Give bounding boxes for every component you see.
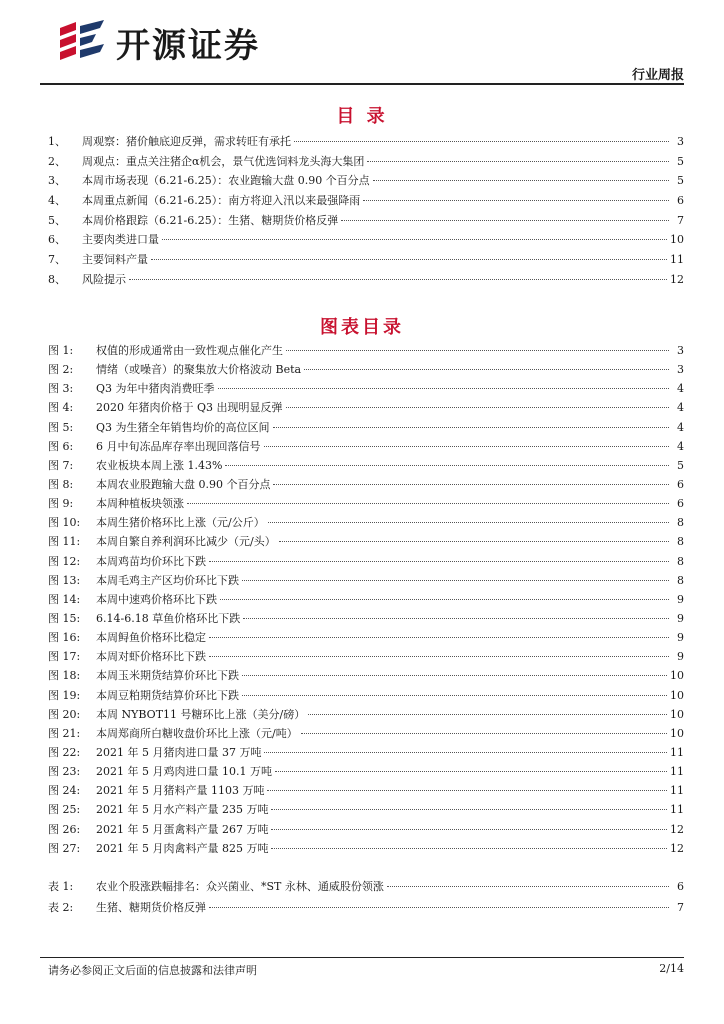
table-list (48, 878, 684, 919)
figure-entry-page: 4 (677, 420, 684, 434)
table-entry-page: 6 (677, 880, 684, 893)
figure-entry[interactable] (48, 648, 684, 667)
figure-entry[interactable] (48, 763, 684, 782)
figure-entry-page: 9 (677, 592, 684, 606)
toc-entry-title: 主要肉类进口量 (82, 233, 159, 247)
dot-leader (271, 809, 667, 810)
table-entry-number: 表 1: (48, 880, 74, 893)
figure-entry-title: 本周毛鸡主产区均价环比下跌 (96, 573, 239, 587)
figure-entry-title: 情绪（或噪音）的聚集放大价格波动 Beta (96, 363, 302, 377)
figure-entry-title: 本周种植板块领涨 (96, 497, 184, 511)
figure-entry-page: 4 (677, 401, 684, 415)
dot-leader (301, 733, 667, 734)
report-type-label: 行业周报 (631, 68, 684, 83)
dot-leader (294, 141, 669, 142)
dot-leader (242, 580, 669, 581)
figure-entry-number: 图 8: (48, 477, 74, 491)
dot-leader (268, 522, 669, 523)
dot-leader (286, 350, 669, 351)
figure-entry-page: 5 (677, 458, 684, 472)
disclaimer-note: 请务必参阅正文后面的信息披露和法律声明 (48, 964, 257, 977)
figure-entry-number: 图 10: (48, 516, 81, 530)
toc-entry-number: 2、 (48, 154, 66, 168)
figure-entry[interactable] (48, 457, 684, 476)
dot-leader (129, 279, 667, 280)
figure-entry-title: 2021 年 5 月蛋禽料产量 267 万吨 (96, 822, 269, 836)
figure-entry-number: 图 18: (48, 669, 81, 683)
figure-entry-title: Q3 为生猪全年销售均价的高位区间 (96, 420, 270, 434)
figure-entry-page: 9 (677, 650, 684, 664)
figure-entry-title: 本周豆粕期货结算价环比下跌 (96, 688, 239, 702)
figure-entry-page: 10 (670, 726, 684, 740)
figure-entry-number: 图 6: (48, 439, 74, 453)
toc-entry-title: 本周市场表现（6.21-6.25）：农业跑输大盘 0.90 个百分点 (82, 174, 370, 188)
figure-entry-number: 图 4: (48, 401, 74, 415)
figure-entry-number: 图 24: (48, 784, 81, 798)
figure-entry-title: 2021 年 5 月鸡肉进口量 10.1 万吨 (96, 765, 272, 779)
toc-entry[interactable] (48, 271, 684, 291)
figure-entry-number: 图 16: (48, 631, 81, 645)
figure-entry-page: 8 (677, 516, 684, 530)
figure-entry-page: 8 (677, 535, 684, 549)
dot-leader (162, 239, 667, 240)
dot-leader (209, 907, 669, 908)
dot-leader (243, 618, 669, 619)
toc-entry-number: 3、 (48, 174, 66, 188)
figure-entry[interactable] (48, 744, 684, 763)
toc-entry-number: 8、 (48, 272, 66, 286)
figure-entry-page: 3 (677, 363, 684, 377)
figures-heading: 图表目录 (320, 317, 404, 338)
dot-leader (209, 637, 669, 638)
dot-leader (271, 829, 667, 830)
toc-entry-number: 4、 (48, 194, 66, 208)
figure-entry[interactable] (48, 821, 684, 840)
dot-leader (363, 200, 669, 201)
figure-entry-number: 图 25: (48, 803, 81, 817)
toc-entry-page: 11 (670, 253, 684, 267)
dot-leader (264, 446, 670, 447)
figure-entry-page: 9 (677, 631, 684, 645)
figure-entry-number: 图 17: (48, 650, 81, 664)
toc-entry[interactable] (48, 212, 684, 232)
toc-entry-number: 1、 (48, 135, 66, 148)
figure-entry[interactable] (48, 380, 684, 399)
figure-entry-page: 12 (670, 822, 684, 836)
footer-divider (40, 957, 684, 958)
figure-entry-title: 本周鲟鱼价格环比稳定 (96, 631, 206, 645)
figure-entry-page: 6 (677, 497, 684, 511)
dot-leader (373, 180, 669, 181)
figure-entry-page: 10 (670, 688, 684, 702)
dot-leader (264, 752, 667, 753)
figure-entry-title: 2021 年 5 月猪料产量 1103 万吨 (96, 784, 265, 798)
figure-entry-number: 图 20: (48, 707, 81, 721)
dot-leader (225, 465, 669, 466)
figure-entry-page: 4 (677, 439, 684, 453)
figure-entry-number: 图 22: (48, 745, 81, 759)
figure-entry-title: 本周鸡苗均价环比下跌 (96, 554, 206, 568)
table-entry[interactable] (48, 878, 684, 899)
toc-entry-title: 本周价格跟踪（6.21-6.25）：生猪、糖期货价格反弹 (82, 213, 339, 227)
toc-entry-page: 5 (677, 154, 684, 168)
figure-entry-page: 10 (670, 669, 684, 683)
figure-entry-page: 3 (677, 344, 684, 357)
dot-leader (267, 790, 667, 791)
toc-entry-page: 12 (670, 272, 684, 286)
toc-entry[interactable] (48, 192, 684, 212)
figure-entry[interactable] (48, 572, 684, 591)
header-divider (40, 83, 684, 85)
figure-entry[interactable] (48, 495, 684, 514)
figure-entry-page: 12 (670, 841, 684, 855)
figure-entry-number: 图 7: (48, 458, 74, 472)
toc-entry-title: 主要饲料产量 (82, 253, 148, 267)
figure-entry[interactable] (48, 706, 684, 725)
toc-entry-page: 10 (670, 233, 684, 247)
kaiyuan-logo-icon (56, 20, 108, 66)
figure-entry-title: 6.14-6.18 草鱼价格环比下跌 (96, 611, 241, 625)
figure-entry-title: 2021 年 5 月肉禽料产量 825 万吨 (96, 841, 269, 855)
toc-entry-page: 6 (677, 194, 684, 208)
figure-entry[interactable] (48, 533, 684, 552)
figure-entry-page: 11 (670, 765, 684, 779)
toc-entry[interactable] (48, 251, 684, 271)
figure-entry-page: 4 (677, 382, 684, 396)
toc-entry[interactable] (48, 133, 684, 153)
figure-entry-page: 11 (670, 745, 684, 759)
table-entry[interactable] (48, 899, 684, 920)
figure-entry[interactable] (48, 629, 684, 648)
figure-entry-number: 图 15: (48, 611, 81, 625)
toc-entry-page: 5 (677, 174, 684, 188)
figure-entry-page: 9 (677, 611, 684, 625)
figure-entry[interactable] (48, 476, 684, 495)
figure-entry[interactable] (48, 840, 684, 859)
figure-entry[interactable] (48, 782, 684, 801)
toc-entry[interactable] (48, 231, 684, 251)
page-number: 2/14 (659, 962, 684, 975)
figure-entry-number: 图 9: (48, 497, 74, 511)
figure-entry-title: 本周中速鸡价格环比下跌 (96, 592, 217, 606)
dot-leader (220, 599, 669, 600)
toc-entry[interactable] (48, 153, 684, 173)
figure-entry-number: 图 1: (48, 344, 74, 357)
figure-entry[interactable] (48, 419, 684, 438)
figure-entry-number: 图 19: (48, 688, 81, 702)
figure-entry-page: 6 (677, 477, 684, 491)
figure-entry-title: Q3 为年中猪肉消费旺季 (96, 382, 215, 396)
table-entry-page: 7 (677, 900, 684, 914)
figure-entry-number: 图 21: (48, 726, 81, 740)
dot-leader (279, 541, 669, 542)
toc-entry-title: 本周重点新闻（6.21-6.25）：南方将迎入汛以来最强降雨 (82, 194, 361, 208)
figure-entry[interactable] (48, 399, 684, 418)
figure-entry-title: 本周对虾价格环比下跌 (96, 650, 206, 664)
figure-entry-number: 图 2: (48, 363, 74, 377)
figure-entry-title: 本周生猪价格环比上涨（元/公斤） (96, 516, 265, 530)
figure-entry-title: 权值的形成通常由一致性观点催化产生 (96, 344, 283, 357)
figure-entry-page: 11 (670, 784, 684, 798)
toc-entry-page: 7 (677, 213, 684, 227)
figure-entry-number: 图 26: (48, 822, 81, 836)
table-entry-title: 生猪、糖期货价格反弹 (96, 900, 206, 914)
toc-entry-title: 风险提示 (82, 272, 126, 286)
dot-leader (286, 407, 670, 408)
figure-entry-title: 本周自繁自养利润环比减少（元/头） (96, 535, 276, 549)
figure-entry-number: 图 23: (48, 765, 81, 779)
dot-leader (304, 369, 669, 370)
dot-leader (275, 771, 667, 772)
toc-list (48, 133, 684, 291)
dot-leader (242, 695, 667, 696)
figure-entry-page: 8 (677, 573, 684, 587)
brand-name: 开源证券 (116, 26, 260, 66)
figure-entry[interactable] (48, 687, 684, 706)
figure-entry[interactable] (48, 610, 684, 629)
figure-entry-number: 图 12: (48, 554, 81, 568)
dot-leader (387, 886, 669, 887)
figure-entry[interactable] (48, 438, 684, 457)
figure-entry-title: 2021 年 5 月猪肉进口量 37 万吨 (96, 745, 262, 759)
figure-entry-number: 图 11: (48, 535, 81, 549)
figure-entry-number: 图 13: (48, 573, 81, 587)
figure-list (48, 342, 684, 859)
figure-entry-title: 本周 NYBOT11 号糖环比上涨（美分/磅） (96, 707, 306, 721)
figure-entry[interactable] (48, 591, 684, 610)
figure-entry-title: 本周农业股跑输大盘 0.90 个百分点 (96, 477, 271, 491)
dot-leader (367, 161, 669, 162)
figure-entry[interactable] (48, 342, 684, 361)
toc-entry-number: 5、 (48, 213, 66, 227)
dot-leader (341, 220, 669, 221)
figure-entry-page: 11 (670, 803, 684, 817)
page-header (0, 0, 724, 90)
figure-entry[interactable] (48, 553, 684, 572)
figure-entry-title: 本周玉米期货结算价环比下跌 (96, 669, 239, 683)
figure-entry-title: 2021 年 5 月水产料产量 235 万吨 (96, 803, 269, 817)
dot-leader (187, 503, 669, 504)
dot-leader (151, 259, 667, 260)
figure-entry-number: 图 27: (48, 841, 81, 855)
figure-entry-number: 图 3: (48, 382, 74, 396)
figure-entry-number: 图 14: (48, 592, 81, 606)
figure-entry[interactable] (48, 667, 684, 686)
toc-entry-number: 6、 (48, 233, 66, 247)
figure-entry-title: 农业板块本周上涨 1.43% (96, 458, 223, 472)
dot-leader (273, 484, 669, 485)
dot-leader (242, 675, 667, 676)
table-entry-title: 农业个股涨跌幅排名：众兴菌业、*ST 永林、通威股份领涨 (96, 880, 384, 893)
figure-entry[interactable] (48, 514, 684, 533)
table-entry-number: 表 2: (48, 900, 74, 914)
toc-heading: 目 录 (336, 106, 388, 127)
toc-entry[interactable] (48, 172, 684, 192)
dot-leader (308, 714, 667, 715)
dot-leader (209, 561, 669, 562)
dot-leader (271, 848, 667, 849)
figure-entry-page: 8 (677, 554, 684, 568)
toc-entry-title: 周观察：猪价触底迎反弹，需求转旺有承托 (82, 135, 291, 148)
toc-entry-page: 3 (677, 135, 684, 148)
figure-entry[interactable] (48, 361, 684, 380)
figure-entry-title: 6 月中旬冻品库存率出现回落信号 (96, 439, 261, 453)
toc-entry-title: 周观点：重点关注猪企α机会，景气优选饲料龙头海大集团 (82, 154, 365, 168)
dot-leader (218, 388, 669, 389)
figure-entry-page: 10 (670, 707, 684, 721)
dot-leader (273, 427, 669, 428)
toc-entry-number: 7、 (48, 253, 66, 267)
dot-leader (209, 656, 669, 657)
figure-entry[interactable] (48, 801, 684, 820)
figure-entry[interactable] (48, 725, 684, 744)
figure-entry-title: 2020 年猪肉价格于 Q3 出现明显反弹 (96, 401, 283, 415)
figure-entry-title: 本周郑商所白糖收盘价环比上涨（元/吨） (96, 726, 298, 740)
figure-entry-number: 图 5: (48, 420, 74, 434)
